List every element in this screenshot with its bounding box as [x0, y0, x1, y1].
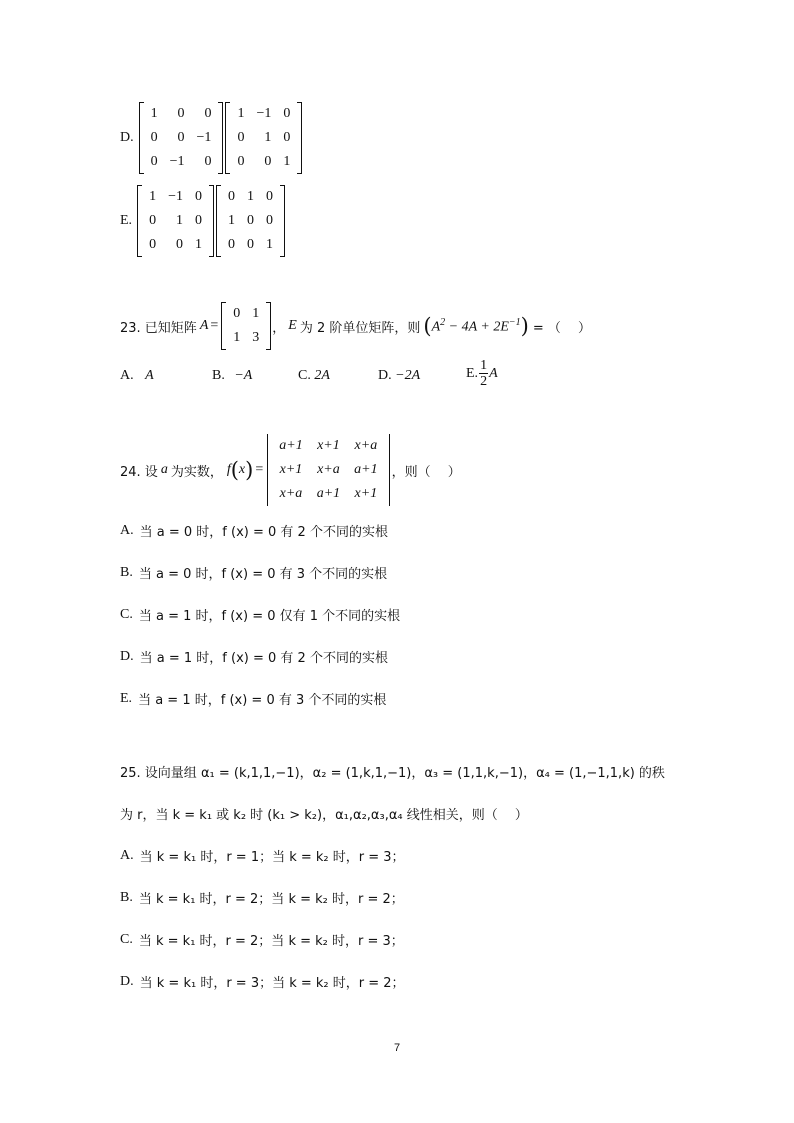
q24-tail: ，则（ ）	[391, 464, 461, 480]
q23-A-label: A	[199, 318, 209, 333]
option-condition: 当 a = 1 时，	[139, 651, 223, 666]
matrix-cell: 0	[194, 189, 202, 204]
q24-option-c	[120, 605, 400, 624]
matrix-cell: x+a	[317, 462, 340, 477]
option-label: D.	[120, 973, 134, 989]
q24-a: a	[160, 462, 168, 477]
matrix-cell: −1	[196, 130, 212, 145]
option-condition: 当 a = 1 时，	[138, 693, 221, 708]
matrix-cell: 0	[237, 154, 245, 169]
q23-mid: ，	[272, 320, 286, 336]
matrix-cell: 0	[283, 130, 291, 145]
matrix-row	[145, 126, 218, 150]
matrix-cell: x+1	[354, 486, 378, 501]
matrix-cell: 1	[246, 189, 254, 204]
q23-option-d	[378, 368, 420, 384]
option-label: D.	[120, 648, 134, 664]
matrix-row	[222, 185, 279, 209]
option-22-d	[120, 102, 303, 174]
matrix-cell: 0	[265, 189, 273, 204]
matrix-row	[143, 185, 208, 209]
option-condition: 当 a = 0 时，	[139, 525, 223, 540]
matrix-cell: 0	[204, 106, 212, 121]
matrix-cell: 0	[246, 213, 254, 228]
option-label: E.	[120, 213, 133, 228]
option-label: A.	[120, 522, 134, 538]
option-condition: 当 a = 0 时，	[138, 567, 222, 582]
page-number: 7	[393, 1042, 401, 1054]
matrix-cell: 0	[227, 237, 235, 252]
matrix-row	[145, 150, 218, 174]
q23-option-a	[120, 368, 154, 384]
option-label: B.	[212, 368, 225, 383]
matrix-cell: −1	[256, 106, 272, 121]
option-label: A.	[120, 368, 134, 383]
matrix-row	[231, 102, 296, 126]
option-text: −2A	[395, 368, 421, 383]
question-25-stem-line1: 25. 设向量组 α₁ = (k,1,1,−1)，α₂ = (1,k,1,−1)，α₃ = (1,1,k,−1)，α₄ = (1,−1,1,k) 的秩	[120, 766, 665, 781]
matrix-cell: 0	[194, 213, 202, 228]
matrix	[225, 102, 302, 174]
q24-mid: 为实数，	[170, 464, 223, 480]
matrix-cell: −1	[168, 189, 183, 204]
option-label: A.	[120, 847, 134, 863]
matrix-row	[227, 302, 265, 326]
fraction: $\frac{1}{2}$	[480, 358, 488, 389]
q23-option-e	[466, 358, 498, 389]
option-label: B.	[120, 889, 133, 905]
option-text: 当 k = k₁ 时，r = 1；当 k = k₂ 时，r = 3；	[139, 850, 405, 865]
option-label: D.	[378, 368, 392, 383]
q23-E-label: E	[288, 318, 297, 333]
option-text: f (x) = 0 有 3 个不同的实根	[221, 567, 388, 582]
q24-option-a	[120, 521, 388, 540]
matrix-cell: 1	[227, 213, 235, 228]
matrix-cell: 0	[246, 237, 254, 252]
matrix-cell: x+a	[354, 438, 378, 453]
matrix-row	[143, 233, 208, 257]
matrix-row	[222, 233, 279, 257]
q23-expression: (	[423, 313, 432, 338]
q24-prefix: 24. 设	[120, 464, 158, 480]
matrix-row	[272, 434, 384, 458]
matrix	[139, 102, 224, 174]
option-text: −A	[234, 368, 253, 383]
option-text: f (x) = 0 仅有 1 个不同的实根	[221, 609, 401, 624]
matrix-row	[143, 209, 208, 233]
option-label: E.	[120, 690, 133, 706]
q25-option-d	[120, 972, 405, 991]
matrix-cell: 0	[233, 306, 241, 321]
q25-option-c	[120, 930, 404, 949]
option-text: 当 k = k₁ 时，r = 2；当 k = k₂ 时，r = 3；	[138, 934, 404, 949]
q23-option-b	[212, 368, 252, 384]
q24-option-b	[120, 563, 387, 582]
q25-option-a	[120, 846, 405, 865]
option-text: f (x) = 0 有 2 个不同的实根	[222, 525, 388, 540]
matrix-cell: 0	[149, 213, 157, 228]
matrix-cell: 0	[177, 130, 185, 145]
matrix-cell: 3	[252, 330, 260, 345]
matrix-cell: 0	[264, 154, 272, 169]
matrix-cell: 0	[150, 154, 158, 169]
option-text: f (x) = 0 有 3 个不同的实根	[220, 693, 387, 708]
option-label: E.	[466, 365, 479, 381]
matrix-cell: 0	[227, 189, 235, 204]
matrix-cell: 0	[283, 106, 291, 121]
matrix	[137, 185, 214, 257]
option-text: 当 k = k₁ 时，r = 3；当 k = k₂ 时，r = 2；	[139, 976, 405, 991]
matrix-cell: 0	[149, 237, 157, 252]
matrix-cell: 0	[204, 154, 212, 169]
matrix-cell: 1	[233, 330, 241, 345]
question-24-stem: 24. 设 a 为实数， f ( x ) = a+1 x+1 x+a x+1 x+a a+1 x+a a+1 x+1 ，则（ ）	[120, 434, 461, 506]
matrix-row	[272, 458, 384, 482]
q23-prefix: 23. 已知矩阵	[120, 320, 197, 336]
matrix-cell: 1	[237, 106, 245, 121]
matrix-cell: 1	[252, 306, 260, 321]
option-label: D.	[120, 130, 134, 145]
matrix-cell: a+1	[279, 438, 303, 453]
matrix-cell: −1	[169, 154, 185, 169]
option-text: 2A	[314, 368, 330, 383]
option-text: 当 k = k₁ 时，r = 2；当 k = k₂ 时，r = 2；	[138, 892, 404, 907]
option-label: C.	[298, 368, 311, 383]
matrix-cell: 1	[194, 237, 202, 252]
matrix-row	[145, 102, 218, 126]
option-label: C.	[120, 931, 133, 947]
matrix-cell: 1	[265, 237, 273, 252]
matrix-cell: 1	[283, 154, 291, 169]
matrix-cell: 0	[265, 213, 273, 228]
matrix-cell: x+1	[279, 462, 303, 477]
option-label: C.	[120, 606, 133, 622]
matrix-cell: x+1	[317, 438, 340, 453]
matrix-cell: a+1	[316, 486, 341, 501]
option-text: A	[145, 368, 154, 383]
option-22-e	[120, 185, 286, 257]
q24-option-e	[120, 689, 386, 708]
q25-option-b	[120, 888, 404, 907]
matrix-cell: 1	[175, 213, 183, 228]
matrix-cell: 1	[150, 106, 158, 121]
option-text: A	[489, 365, 498, 381]
matrix-cell: 0	[237, 130, 245, 145]
matrix	[216, 185, 285, 257]
matrix-cell: 0	[177, 106, 185, 121]
question-25-stem-line2: 为 r，当 k = k₁ 或 k₂ 时 (k₁ > k₂)，α₁,α₂,α₃,α₄ 线性相关，则（ ）	[120, 808, 528, 823]
matrix-cell: a+1	[354, 462, 378, 477]
matrix-row	[227, 326, 265, 350]
option-label: B.	[120, 564, 133, 580]
question-23-stem: 23. 已知矩阵 A = 0 1 1 3 ， E 为 2 阶单位矩阵，则 ( $A^2 - 4A + 2E^{-1}$ ) = （ ）	[120, 302, 591, 350]
determinant	[267, 434, 389, 506]
matrix-cell: x+a	[279, 486, 303, 501]
option-condition: 当 a = 1 时，	[138, 609, 222, 624]
matrix	[221, 302, 271, 350]
matrix-row	[222, 209, 279, 233]
q24-option-d	[120, 647, 388, 666]
option-text: f (x) = 0 有 2 个不同的实根	[222, 651, 388, 666]
q23-option-c	[298, 368, 330, 384]
matrix-cell: 0	[175, 237, 183, 252]
q23-tail: = （ ）	[532, 320, 592, 336]
matrix-cell: 0	[150, 130, 158, 145]
matrix-cell: 1	[149, 189, 157, 204]
matrix-row	[231, 126, 296, 150]
matrix-cell: 1	[264, 130, 272, 145]
matrix-row	[231, 150, 296, 174]
q23-mid2: 为 2 阶单位矩阵，则	[299, 320, 421, 336]
matrix-row	[272, 482, 384, 506]
